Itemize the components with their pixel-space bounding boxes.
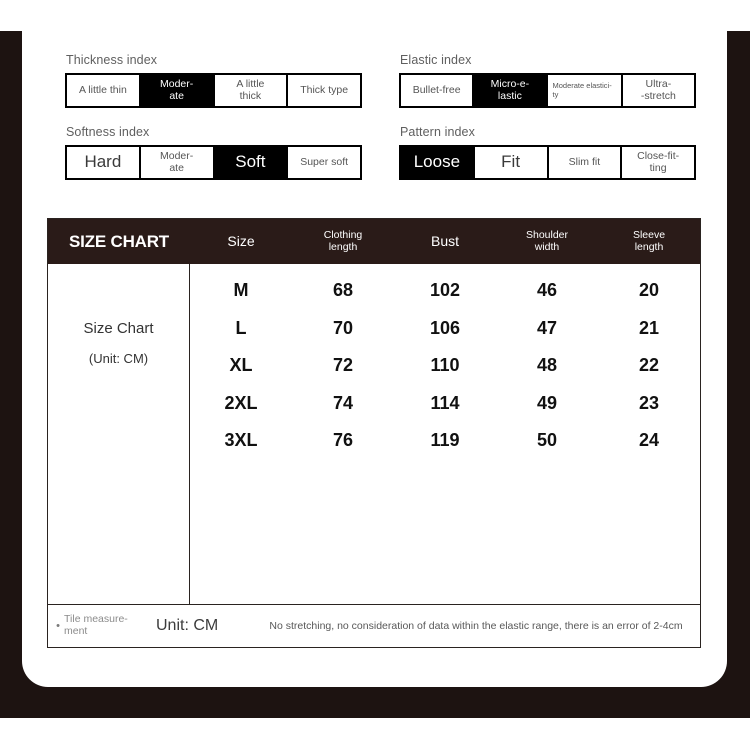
cell-clothing-length: 68 (332, 280, 354, 301)
cell-size: XL (229, 355, 253, 376)
index-option-softness-0[interactable]: Hard (67, 147, 141, 178)
table-row (190, 272, 700, 310)
size-chart-body (48, 264, 700, 604)
cell-bust: 114 (430, 392, 460, 413)
size-chart-title: SIZE CHART (68, 231, 169, 251)
index-bar-thickness (65, 73, 362, 108)
cell-clothing-length: 70 (332, 317, 354, 338)
index-option-elastic-3[interactable]: Ultra- -stretch (623, 75, 694, 106)
column-header-size: Size (227, 232, 255, 249)
size-chart-header-row (48, 219, 700, 264)
cell-bust: 106 (429, 317, 461, 338)
cell-clothing-length: 74 (332, 392, 354, 413)
cell-sleeve-length: 24 (638, 430, 660, 451)
index-option-thickness-3[interactable]: Thick type (288, 75, 360, 106)
index-option-pattern-0[interactable]: Loose (401, 147, 475, 178)
cell-size: L (235, 317, 247, 338)
footer-unit: Unit: CM (156, 616, 219, 634)
cell-sleeve-length: 20 (638, 280, 660, 301)
table-row (190, 385, 700, 423)
index-bar-elastic (399, 73, 696, 108)
cell-bust: 119 (430, 430, 460, 451)
size-chart-rows (190, 264, 700, 604)
index-option-pattern-1[interactable]: Fit (475, 147, 549, 178)
index-option-thickness-0[interactable]: A little thin (67, 75, 141, 106)
table-row (190, 347, 700, 385)
cell-shoulder-width: 46 (536, 280, 558, 301)
size-chart-left-pane (48, 264, 190, 604)
cell-clothing-length: 76 (332, 430, 354, 451)
index-bar-softness (65, 145, 362, 180)
cell-shoulder-width: 47 (536, 317, 558, 338)
table-row (190, 422, 700, 460)
index-option-elastic-0[interactable]: Bullet-free (401, 75, 474, 106)
cell-sleeve-length: 23 (638, 392, 660, 413)
index-option-elastic-2[interactable]: Moderate elastici- ty (548, 75, 623, 106)
footer-note: No stretching, no consideration of data within the elastic range, there is an error of 2-4cm (269, 619, 683, 632)
left-pane-title: Size Chart (83, 320, 154, 337)
cell-bust: 102 (429, 280, 461, 301)
index-bar-pattern (399, 145, 696, 180)
index-option-softness-1[interactable]: Moder- ate (141, 147, 215, 178)
index-option-pattern-2[interactable]: Slim fit (549, 147, 623, 178)
index-block-softness (65, 125, 362, 180)
index-title-pattern: Pattern index (400, 125, 475, 139)
cell-size: M (233, 280, 249, 301)
cell-bust: 110 (430, 355, 460, 376)
index-option-elastic-1[interactable]: Micro-e- lastic (474, 75, 547, 106)
index-option-pattern-3[interactable]: Close-fit- ting (622, 147, 694, 178)
cell-size: 3XL (224, 430, 258, 451)
cell-sleeve-length: 21 (638, 317, 660, 338)
column-header-clothing-length: Clothing length (323, 228, 363, 253)
cell-sleeve-length: 22 (638, 355, 660, 376)
content-card (22, 0, 727, 687)
cell-shoulder-width: 48 (536, 355, 558, 376)
column-header-sleeve-length: Sleeve length (632, 228, 666, 253)
index-title-thickness: Thickness index (66, 53, 158, 67)
index-block-pattern (399, 125, 696, 180)
size-chart-footer (48, 604, 700, 646)
left-pane-unit: (Unit: CM) (88, 351, 149, 366)
index-title-elastic: Elastic index (400, 53, 472, 67)
bullet-icon: • (56, 619, 60, 632)
index-title-softness: Softness index (66, 125, 150, 139)
index-option-thickness-2[interactable]: A little thick (215, 75, 289, 106)
index-block-thickness (65, 53, 362, 108)
index-option-thickness-1[interactable]: Moder- ate (141, 75, 215, 106)
index-option-softness-3[interactable]: Super soft (288, 147, 360, 178)
table-row (190, 310, 700, 348)
cell-size: 2XL (224, 392, 258, 413)
index-block-elastic (399, 53, 696, 108)
index-option-softness-2[interactable]: Soft (215, 147, 289, 178)
cell-clothing-length: 72 (332, 355, 354, 376)
column-header-bust: Bust (430, 232, 459, 249)
cell-shoulder-width: 49 (536, 392, 558, 413)
cell-shoulder-width: 50 (536, 430, 558, 451)
footer-tile-measurement: Tile measure- ment (64, 612, 128, 637)
column-header-shoulder-width: Shoulder width (525, 228, 569, 253)
size-chart-table (47, 218, 701, 648)
